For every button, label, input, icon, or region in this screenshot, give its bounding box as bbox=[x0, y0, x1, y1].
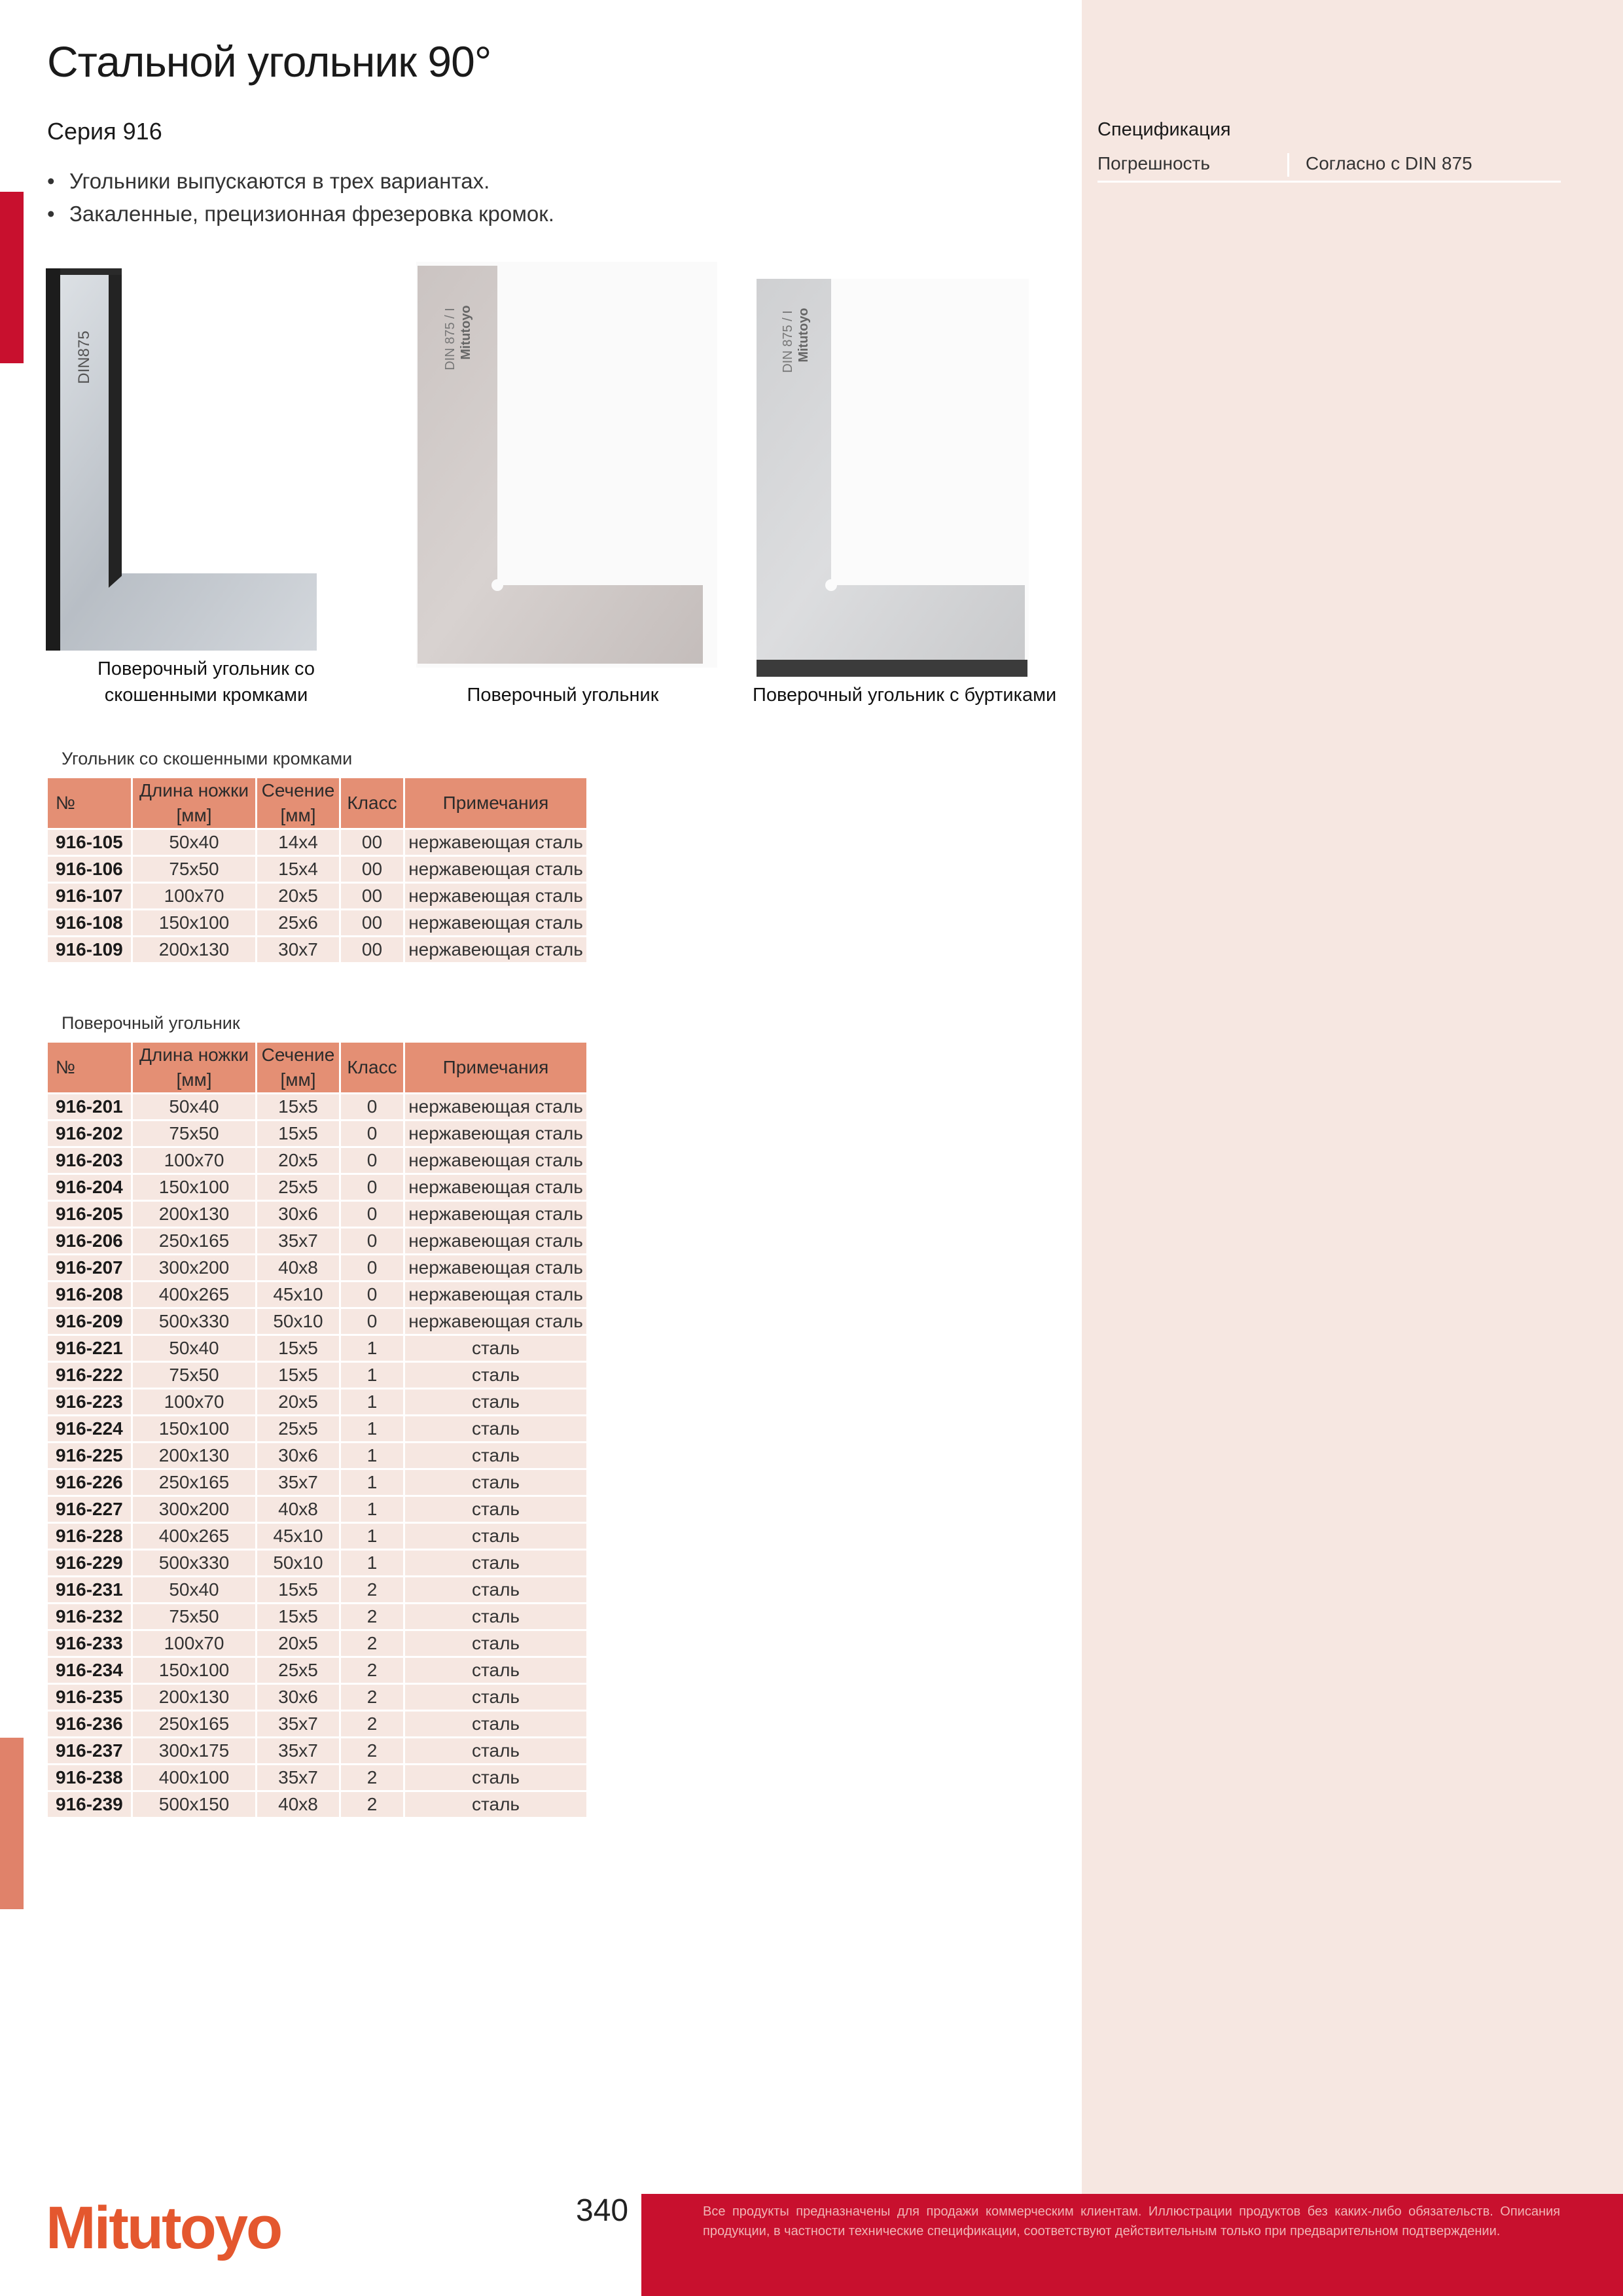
cell-section: 35x7 bbox=[257, 1738, 340, 1765]
cell-section: 30x7 bbox=[257, 937, 340, 963]
cell-leg-length: 100x70 bbox=[132, 1630, 257, 1657]
cell-leg-length: 200x130 bbox=[132, 937, 257, 963]
cell-section: 40x8 bbox=[257, 1255, 340, 1282]
specification-row bbox=[1097, 151, 1561, 183]
cell-class: 1 bbox=[340, 1362, 404, 1389]
cell-class: 1 bbox=[340, 1496, 404, 1523]
table-row bbox=[47, 1201, 588, 1228]
cell-article-number: 916-109 bbox=[47, 937, 132, 963]
cell-class: 0 bbox=[340, 1121, 404, 1147]
cell-article-number: 916-202 bbox=[47, 1121, 132, 1147]
cell-section: 20x5 bbox=[257, 1630, 340, 1657]
specification-value: Согласно с DIN 875 bbox=[1306, 153, 1472, 173]
table-row bbox=[47, 1523, 588, 1550]
cell-section: 15x4 bbox=[257, 856, 340, 883]
cell-section: 15x5 bbox=[257, 1121, 340, 1147]
table-row bbox=[47, 1469, 588, 1496]
cell-section: 30x6 bbox=[257, 1684, 340, 1711]
cell-leg-length: 150x100 bbox=[132, 1416, 257, 1443]
cell-class: 0 bbox=[340, 1282, 404, 1308]
cell-leg-length: 100x70 bbox=[132, 1389, 257, 1416]
cell-section: 15x5 bbox=[257, 1577, 340, 1604]
column-header-length: Длина ножки [мм] bbox=[132, 1042, 257, 1094]
engraving-text: DIN 875 / I bbox=[781, 310, 795, 373]
product-image-square bbox=[416, 262, 717, 668]
cell-article-number: 916-237 bbox=[47, 1738, 132, 1765]
cell-leg-length: 75x50 bbox=[132, 1604, 257, 1630]
page-title: Стальной угольник 90° bbox=[47, 37, 491, 86]
table-row bbox=[47, 1496, 588, 1523]
cell-section: 20x5 bbox=[257, 1147, 340, 1174]
cell-leg-length: 50x40 bbox=[132, 1335, 257, 1362]
table-row bbox=[47, 1282, 588, 1308]
table-row bbox=[47, 1443, 588, 1469]
cell-class: 00 bbox=[340, 856, 404, 883]
cell-leg-length: 250x165 bbox=[132, 1711, 257, 1738]
cell-leg-length: 75x50 bbox=[132, 856, 257, 883]
cell-section: 40x8 bbox=[257, 1496, 340, 1523]
cell-article-number: 916-108 bbox=[47, 910, 132, 937]
feature-item: • Угольники выпускаются в трех вариантах. bbox=[47, 165, 554, 198]
table-row bbox=[47, 1630, 588, 1657]
feature-list bbox=[47, 165, 554, 230]
brand-logo: Mitutoyo bbox=[46, 2195, 281, 2261]
cell-leg-length: 250x165 bbox=[132, 1469, 257, 1496]
cell-section: 15x5 bbox=[257, 1335, 340, 1362]
cell-notes: нержавеющая сталь bbox=[404, 937, 588, 963]
cell-class: 00 bbox=[340, 883, 404, 910]
cell-notes: сталь bbox=[404, 1604, 588, 1630]
cell-article-number: 916-203 bbox=[47, 1147, 132, 1174]
brand-engraving: Mitutoyo bbox=[459, 305, 473, 360]
table-row bbox=[47, 1174, 588, 1201]
table-row bbox=[47, 1094, 588, 1121]
cell-notes: сталь bbox=[404, 1389, 588, 1416]
cell-leg-length: 400x265 bbox=[132, 1523, 257, 1550]
cell-notes: сталь bbox=[404, 1443, 588, 1469]
disclaimer-banner bbox=[641, 2194, 1623, 2296]
table-row bbox=[47, 910, 588, 937]
cell-section: 20x5 bbox=[257, 883, 340, 910]
cell-leg-length: 150x100 bbox=[132, 910, 257, 937]
cell-notes: сталь bbox=[404, 1577, 588, 1604]
table-row bbox=[47, 1657, 588, 1684]
cell-class: 1 bbox=[340, 1416, 404, 1443]
cell-section: 50x10 bbox=[257, 1550, 340, 1577]
cell-leg-length: 500x330 bbox=[132, 1308, 257, 1335]
product-image-bevelled-square bbox=[46, 266, 321, 652]
cell-leg-length: 500x150 bbox=[132, 1791, 257, 1818]
column-header-class: Класс bbox=[340, 1042, 404, 1094]
table-row bbox=[47, 937, 588, 963]
cell-class: 0 bbox=[340, 1094, 404, 1121]
cell-section: 45x10 bbox=[257, 1282, 340, 1308]
cell-article-number: 916-206 bbox=[47, 1228, 132, 1255]
table-row bbox=[47, 1684, 588, 1711]
cell-article-number: 916-106 bbox=[47, 856, 132, 883]
cell-article-number: 916-105 bbox=[47, 829, 132, 856]
feature-item: • Закаленные, прецизионная фрезеровка кромок. bbox=[47, 198, 554, 230]
cell-notes: нержавеющая сталь bbox=[404, 910, 588, 937]
table-row bbox=[47, 1389, 588, 1416]
cell-article-number: 916-228 bbox=[47, 1523, 132, 1550]
cell-article-number: 916-229 bbox=[47, 1550, 132, 1577]
cell-article-number: 916-222 bbox=[47, 1362, 132, 1389]
cell-class: 0 bbox=[340, 1308, 404, 1335]
cell-leg-length: 150x100 bbox=[132, 1657, 257, 1684]
cell-notes: нержавеющая сталь bbox=[404, 856, 588, 883]
cell-section: 30x6 bbox=[257, 1443, 340, 1469]
cell-section: 50x10 bbox=[257, 1308, 340, 1335]
cell-class: 00 bbox=[340, 937, 404, 963]
cell-article-number: 916-225 bbox=[47, 1443, 132, 1469]
column-header-class: Класс bbox=[340, 778, 404, 829]
cell-class: 0 bbox=[340, 1228, 404, 1255]
cell-class: 1 bbox=[340, 1550, 404, 1577]
product-caption: Поверочный угольник со скошенными кромками bbox=[98, 658, 315, 706]
cell-notes: нержавеющая сталь bbox=[404, 1308, 588, 1335]
cell-notes: нержавеющая сталь bbox=[404, 1255, 588, 1282]
column-header-number: № bbox=[47, 778, 132, 829]
product-caption: Поверочный угольник bbox=[467, 685, 659, 706]
cell-leg-length: 400x100 bbox=[132, 1765, 257, 1791]
cell-notes: нержавеющая сталь bbox=[404, 1147, 588, 1174]
cell-section: 15x5 bbox=[257, 1604, 340, 1630]
column-header-notes: Примечания bbox=[404, 778, 588, 829]
cell-article-number: 916-234 bbox=[47, 1657, 132, 1684]
cell-article-number: 916-209 bbox=[47, 1308, 132, 1335]
table-title: Поверочный угольник bbox=[62, 1013, 240, 1033]
table-body bbox=[47, 1094, 588, 1818]
cell-section: 25x5 bbox=[257, 1657, 340, 1684]
cell-class: 2 bbox=[340, 1657, 404, 1684]
cell-section: 14x4 bbox=[257, 829, 340, 856]
cell-article-number: 916-236 bbox=[47, 1711, 132, 1738]
cell-leg-length: 250x165 bbox=[132, 1228, 257, 1255]
cell-class: 1 bbox=[340, 1335, 404, 1362]
cell-class: 2 bbox=[340, 1684, 404, 1711]
cell-section: 35x7 bbox=[257, 1228, 340, 1255]
cell-notes: сталь bbox=[404, 1496, 588, 1523]
table-row bbox=[47, 1738, 588, 1765]
cell-class: 2 bbox=[340, 1765, 404, 1791]
cell-leg-length: 50x40 bbox=[132, 829, 257, 856]
table-row bbox=[47, 1550, 588, 1577]
column-header-length: Длина ножки [мм] bbox=[132, 778, 257, 829]
specification-title: Спецификация bbox=[1097, 119, 1231, 140]
table-row bbox=[47, 1765, 588, 1791]
engraving-text: DIN875 bbox=[75, 331, 93, 384]
cell-notes: нержавеющая сталь bbox=[404, 1174, 588, 1201]
cell-section: 25x5 bbox=[257, 1174, 340, 1201]
cell-article-number: 916-227 bbox=[47, 1496, 132, 1523]
brand-engraving: Mitutoyo bbox=[796, 308, 811, 363]
specification-divider bbox=[1287, 153, 1289, 177]
table-row bbox=[47, 1791, 588, 1818]
cell-leg-length: 50x40 bbox=[132, 1577, 257, 1604]
table-row bbox=[47, 883, 588, 910]
cell-notes: нержавеющая сталь bbox=[404, 1201, 588, 1228]
cell-leg-length: 75x50 bbox=[132, 1362, 257, 1389]
cell-article-number: 916-205 bbox=[47, 1201, 132, 1228]
cell-notes: нержавеющая сталь bbox=[404, 883, 588, 910]
bevelled-square-table bbox=[46, 776, 588, 964]
cell-class: 2 bbox=[340, 1711, 404, 1738]
cell-section: 15x5 bbox=[257, 1362, 340, 1389]
table-row bbox=[47, 1604, 588, 1630]
cell-notes: сталь bbox=[404, 1469, 588, 1496]
cell-section: 25x5 bbox=[257, 1416, 340, 1443]
table-row bbox=[47, 1228, 588, 1255]
cell-notes: сталь bbox=[404, 1791, 588, 1818]
cell-section: 15x5 bbox=[257, 1094, 340, 1121]
cell-article-number: 916-107 bbox=[47, 883, 132, 910]
cell-class: 2 bbox=[340, 1630, 404, 1657]
cell-leg-length: 75x50 bbox=[132, 1121, 257, 1147]
table-row bbox=[47, 1308, 588, 1335]
chapter-tab-marker bbox=[0, 192, 24, 363]
cell-article-number: 916-221 bbox=[47, 1335, 132, 1362]
cell-notes: сталь bbox=[404, 1416, 588, 1443]
disclaimer-text: Все продукты предназначены для продажи коммерческим клиентам. Иллюстрации продуктов без каких-либо обязательств. Описания продукции, в частности технические спецификации, соответствуют действительным только при предварительном подтверждении. bbox=[703, 2204, 1560, 2238]
table-title: Угольник со скошенными кромками bbox=[62, 749, 353, 768]
cell-leg-length: 200x130 bbox=[132, 1684, 257, 1711]
cell-notes: сталь bbox=[404, 1765, 588, 1791]
cell-class: 1 bbox=[340, 1389, 404, 1416]
cell-notes: нержавеющая сталь bbox=[404, 829, 588, 856]
cell-section: 40x8 bbox=[257, 1791, 340, 1818]
cell-notes: сталь bbox=[404, 1523, 588, 1550]
cell-class: 2 bbox=[340, 1791, 404, 1818]
cell-notes: сталь bbox=[404, 1630, 588, 1657]
cell-article-number: 916-201 bbox=[47, 1094, 132, 1121]
cell-section: 30x6 bbox=[257, 1201, 340, 1228]
cell-leg-length: 100x70 bbox=[132, 883, 257, 910]
cell-class: 2 bbox=[340, 1604, 404, 1630]
cell-leg-length: 300x200 bbox=[132, 1255, 257, 1282]
table-header-row bbox=[47, 778, 588, 829]
table-row bbox=[47, 829, 588, 856]
product-image-shouldered-square bbox=[754, 279, 1029, 678]
square-table bbox=[46, 1041, 588, 1819]
table-row bbox=[47, 1255, 588, 1282]
cell-leg-length: 200x130 bbox=[132, 1201, 257, 1228]
cell-section: 25x6 bbox=[257, 910, 340, 937]
table-row bbox=[47, 856, 588, 883]
cell-article-number: 916-232 bbox=[47, 1604, 132, 1630]
cell-article-number: 916-207 bbox=[47, 1255, 132, 1282]
sidebar-background bbox=[1082, 0, 1623, 2296]
cell-leg-length: 500x330 bbox=[132, 1550, 257, 1577]
cell-article-number: 916-239 bbox=[47, 1791, 132, 1818]
table-row bbox=[47, 1711, 588, 1738]
table-row bbox=[47, 1577, 588, 1604]
table-row bbox=[47, 1362, 588, 1389]
cell-article-number: 916-208 bbox=[47, 1282, 132, 1308]
cell-class: 2 bbox=[340, 1738, 404, 1765]
cell-class: 0 bbox=[340, 1147, 404, 1174]
cell-leg-length: 300x200 bbox=[132, 1496, 257, 1523]
cell-leg-length: 300x175 bbox=[132, 1738, 257, 1765]
cell-notes: сталь bbox=[404, 1362, 588, 1389]
cell-class: 2 bbox=[340, 1577, 404, 1604]
series-label: Серия 916 bbox=[47, 118, 162, 145]
cell-leg-length: 50x40 bbox=[132, 1094, 257, 1121]
table-header-row bbox=[47, 1042, 588, 1094]
cell-article-number: 916-223 bbox=[47, 1389, 132, 1416]
cell-class: 1 bbox=[340, 1523, 404, 1550]
cell-leg-length: 100x70 bbox=[132, 1147, 257, 1174]
cell-class: 00 bbox=[340, 910, 404, 937]
cell-article-number: 916-238 bbox=[47, 1765, 132, 1791]
cell-article-number: 916-224 bbox=[47, 1416, 132, 1443]
cell-notes: сталь bbox=[404, 1657, 588, 1684]
cell-article-number: 916-235 bbox=[47, 1684, 132, 1711]
chapter-tab-marker-secondary bbox=[0, 1738, 24, 1909]
cell-class: 0 bbox=[340, 1174, 404, 1201]
cell-notes: нержавеющая сталь bbox=[404, 1094, 588, 1121]
cell-class: 0 bbox=[340, 1255, 404, 1282]
cell-section: 35x7 bbox=[257, 1711, 340, 1738]
cell-section: 45x10 bbox=[257, 1523, 340, 1550]
cell-notes: нержавеющая сталь bbox=[404, 1282, 588, 1308]
cell-section: 35x7 bbox=[257, 1469, 340, 1496]
cell-leg-length: 400x265 bbox=[132, 1282, 257, 1308]
cell-leg-length: 200x130 bbox=[132, 1443, 257, 1469]
cell-leg-length: 150x100 bbox=[132, 1174, 257, 1201]
cell-notes: сталь bbox=[404, 1550, 588, 1577]
cell-notes: сталь bbox=[404, 1335, 588, 1362]
table-row bbox=[47, 1121, 588, 1147]
table-body bbox=[47, 829, 588, 963]
cell-notes: сталь bbox=[404, 1738, 588, 1765]
cell-section: 35x7 bbox=[257, 1765, 340, 1791]
table-row bbox=[47, 1147, 588, 1174]
cell-class: 00 bbox=[340, 829, 404, 856]
product-caption: Поверочный угольник с буртиками bbox=[753, 685, 1057, 706]
column-header-notes: Примечания bbox=[404, 1042, 588, 1094]
table-row bbox=[47, 1416, 588, 1443]
cell-article-number: 916-204 bbox=[47, 1174, 132, 1201]
engraving-text: DIN 875 / I bbox=[443, 308, 457, 370]
table-row bbox=[47, 1335, 588, 1362]
cell-notes: нержавеющая сталь bbox=[404, 1121, 588, 1147]
specification-key: Погрешность bbox=[1097, 153, 1210, 173]
cell-class: 1 bbox=[340, 1443, 404, 1469]
cell-article-number: 916-231 bbox=[47, 1577, 132, 1604]
cell-article-number: 916-226 bbox=[47, 1469, 132, 1496]
cell-class: 1 bbox=[340, 1469, 404, 1496]
cell-notes: сталь bbox=[404, 1711, 588, 1738]
column-header-number: № bbox=[47, 1042, 132, 1094]
page-number: 340 bbox=[576, 2193, 629, 2228]
column-header-section: Сечение [мм] bbox=[257, 778, 340, 829]
column-header-section: Сечение [мм] bbox=[257, 1042, 340, 1094]
cell-article-number: 916-233 bbox=[47, 1630, 132, 1657]
cell-class: 0 bbox=[340, 1201, 404, 1228]
cell-notes: нержавеющая сталь bbox=[404, 1228, 588, 1255]
cell-notes: сталь bbox=[404, 1684, 588, 1711]
cell-section: 20x5 bbox=[257, 1389, 340, 1416]
